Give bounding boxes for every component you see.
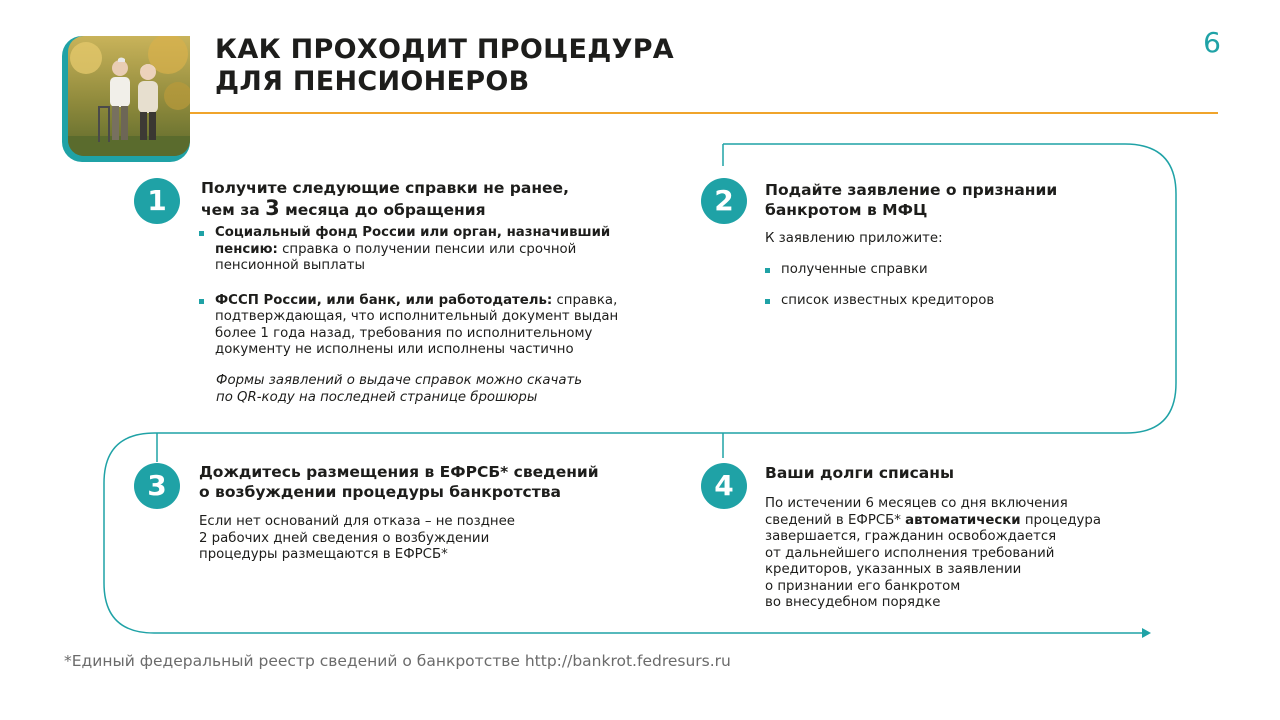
step-4-body: [765, 496, 1101, 612]
body-line: кредиторов, указанных в заявлении: [765, 562, 1022, 577]
list-item: [199, 293, 618, 359]
step-3-title-line: о возбуждении процедуры банкротства: [199, 483, 561, 501]
step-1-title: [201, 178, 569, 220]
note-line: по QR-коду на последней странице брошюры: [216, 390, 538, 405]
step-2-title-line: Подайте заявление о признании: [765, 181, 1058, 199]
bullet-text: справка,: [552, 292, 618, 308]
step-1-title-line: Получите следующие справки не ранее,: [201, 179, 569, 197]
bullet-text: полученные справки: [781, 262, 928, 277]
step-1-badge: 1: [134, 178, 180, 224]
bullet-emphasis: пенсию:: [215, 241, 278, 257]
bullet-text: справка о получении пенсии или срочной: [277, 241, 577, 257]
page-number: 6: [1203, 26, 1221, 59]
step-1-note: [216, 372, 582, 406]
body-line: о признании его банкротом: [765, 578, 961, 594]
bullet-emphasis: ФССП России, или банк, или работодатель:: [215, 292, 553, 308]
list-item: [765, 262, 994, 279]
page-title-line: КАК ПРОХОДИТ ПРОЦЕДУРА: [215, 34, 674, 65]
step-2-title: [765, 180, 1057, 220]
body-line: 2 рабочих дней сведения о возбуждении: [199, 530, 490, 546]
step-1-title-text: чем за: [201, 201, 266, 219]
step-3-body: [199, 514, 515, 564]
bullet-text: более 1 года назад, требования по исполнительному: [215, 325, 593, 341]
step-3-title: [199, 462, 599, 502]
bullet-text: список известных кредиторов: [781, 292, 995, 308]
body-text: сведений в ЕФРСБ*: [765, 512, 906, 528]
step-2-list: [765, 262, 994, 309]
step-3-badge: 3: [134, 463, 180, 509]
body-line: от дальнейшего исполнения требований: [765, 545, 1055, 561]
bullet-emphasis: Социальный фонд России или орган, назначивший: [215, 225, 611, 240]
bullet-text: документу не исполнены или исполнены частично: [215, 342, 574, 357]
footnote: *Единый федеральный реестр сведений о банкротстве http://bankrot.fedresurs.ru: [64, 652, 731, 670]
step-2-title-line: банкротом в МФЦ: [765, 201, 928, 219]
bullet-marker: [199, 299, 204, 304]
step-4-title: [765, 463, 954, 483]
bullet-text: подтверждающая, что исполнительный документ выдан: [215, 309, 619, 324]
bullet-text: пенсионной выплаты: [215, 258, 365, 273]
body-text: процедура: [1020, 512, 1101, 528]
step-2-badge: 2: [701, 178, 747, 224]
bullet-marker: [765, 268, 770, 273]
step-3-title-line: Дождитесь размещения в ЕФРСБ* сведений: [199, 463, 599, 481]
step-1-list: [199, 225, 618, 359]
body-line: завершается, гражданин освобождается: [765, 529, 1057, 544]
bullet-marker: [765, 299, 770, 304]
page-title-line: ДЛЯ ПЕНСИОНЕРОВ: [215, 66, 530, 97]
step-2-intro: К заявлению приложите:: [765, 231, 943, 246]
note-line: Формы заявлений о выдаче справок можно скачать: [216, 373, 583, 388]
body-line: Если нет оснований для отказа – не позднее: [199, 514, 515, 529]
bullet-marker: [199, 231, 204, 236]
body-line: во внесудебном порядке: [765, 595, 941, 610]
body-line: По истечении 6 месяцев со дня включения: [765, 496, 1068, 511]
list-item: [765, 293, 994, 310]
body-line: процедуры размещаются в ЕФРСБ*: [199, 547, 448, 562]
step-1-months-number: 3: [265, 196, 280, 220]
step-4-title-line: Ваши долги списаны: [765, 464, 954, 482]
body-emphasis: автоматически: [905, 512, 1021, 528]
list-item: [199, 225, 618, 275]
step-4-badge: 4: [701, 463, 747, 509]
step-1-title-text: месяца до обращения: [279, 201, 486, 219]
